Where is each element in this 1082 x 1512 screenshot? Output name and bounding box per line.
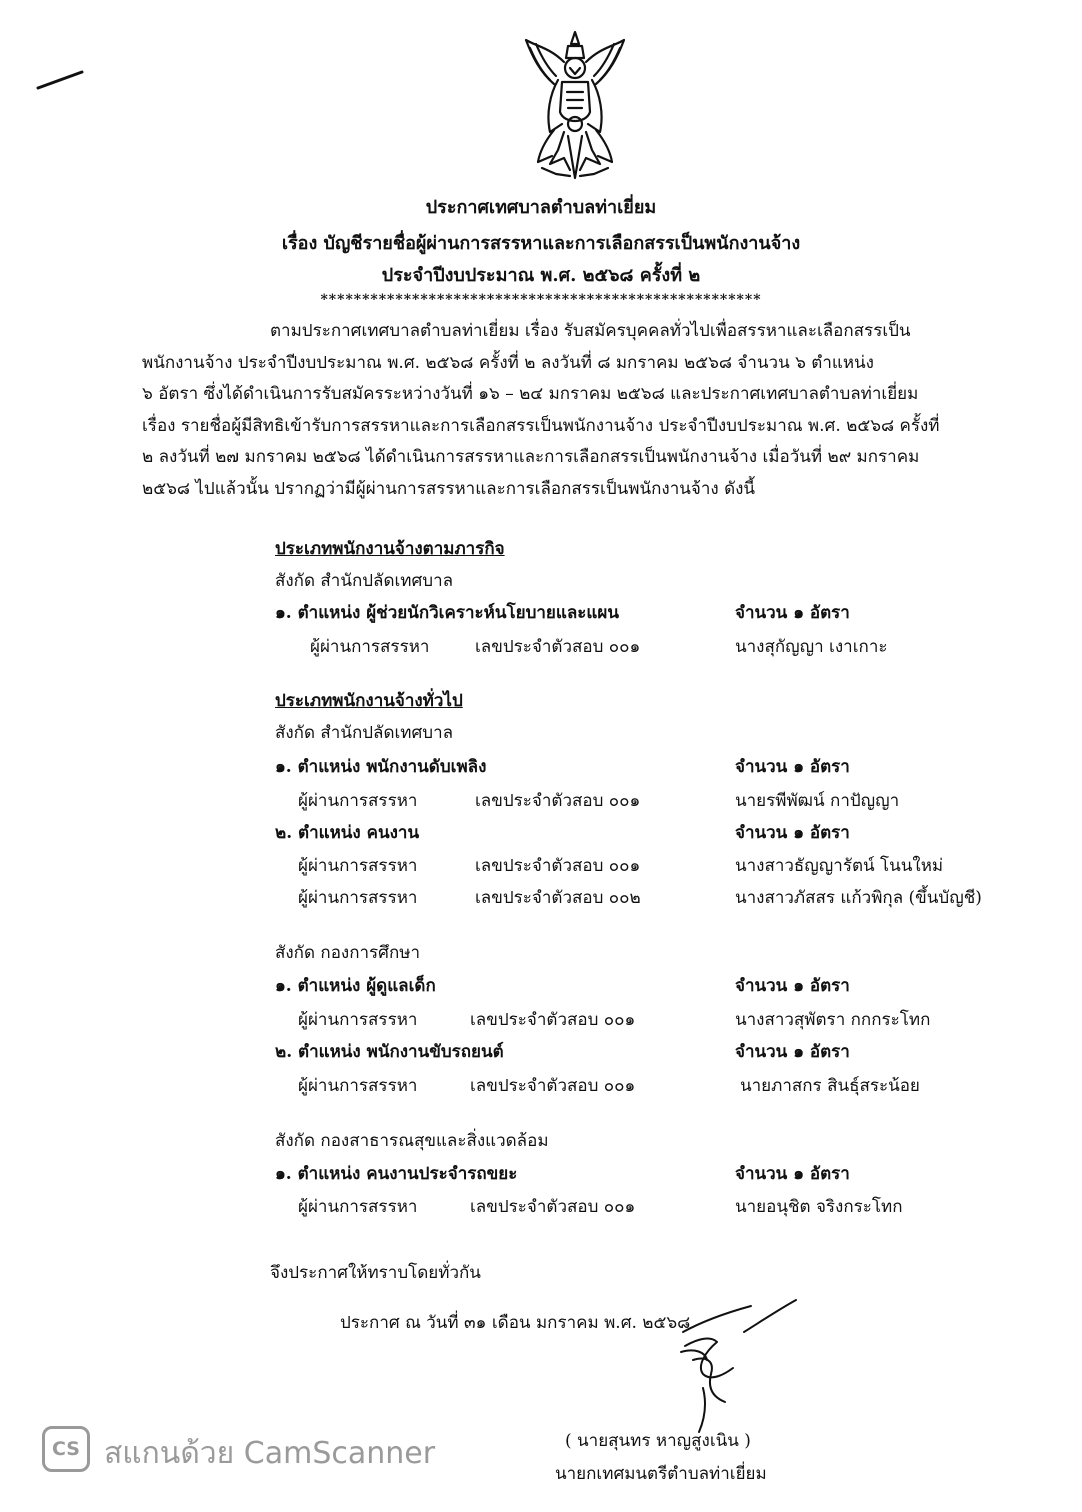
position-title: ๑. ตำแหน่ง พนักงานดับเพลิง [275, 757, 487, 777]
signature-tail-icon [740, 1296, 800, 1336]
candidate-label: ผู้ผ่านการสรรหา [298, 856, 418, 876]
candidate-label: ผู้ผ่านการสรรหา [298, 1197, 418, 1217]
body-line: ตามประกาศเทศบาลตำบลท่าเยี่ยม เรื่อง รับสมัครบุคคลทั่วไปเพื่อสรรหาและเลือกสรรเป็น [270, 321, 911, 341]
body-line: ๖ อัตรา ซึ่งได้ดำเนินการรับสมัครระหว่างวันที่ ๑๖ – ๒๔ มกราคม ๒๕๖๘ และประกาศเทศบาลตำบลท่าเยี่ยม [142, 384, 919, 404]
department-label: สังกัด กองการศึกษา [275, 943, 421, 963]
candidate-name: นายอนุชิต จริงกระโทก [735, 1197, 903, 1217]
exam-id: เลขประจำตัวสอบ ๐๐๒ [475, 888, 641, 908]
position-count: จำนวน ๑ อัตรา [735, 757, 850, 777]
candidate-label: ผู้ผ่านการสรรหา [298, 1076, 418, 1096]
camscanner-watermark: สแกนด้วย CamScanner [104, 1436, 436, 1471]
position-count: จำนวน ๑ อัตรา [735, 976, 850, 996]
signer-name: ( นายสุนทร หาญสูงเนิน ) [565, 1431, 751, 1451]
body-line: เรื่อง รายชื่อผู้มีสิทธิเข้ารับการสรรหาและการเลือกสรรเป็นพนักงานจ้าง ประจำปีงบประมาณ พ.ศ. ๒๕๖๘ ครั้งที่ [142, 415, 940, 436]
body-paragraph [142, 316, 1022, 505]
position-title: ๒. ตำแหน่ง พนักงานขับรถยนต์ [275, 1042, 504, 1062]
announcement-date: ประกาศ ณ วันที่ ๓๑ เดือน มกราคม พ.ศ. ๒๕๖๘ [340, 1313, 691, 1333]
candidate-name: นางสุกัญญา เงาเกาะ [735, 637, 888, 657]
section-title-general: ประเภทพนักงานจ้างทั่วไป [275, 691, 463, 711]
exam-id: เลขประจำตัวสอบ ๐๐๑ [475, 856, 641, 876]
candidate-name: นายภาสกร สินธุ์สระน้อย [740, 1076, 920, 1096]
position-count: จำนวน ๑ อัตรา [735, 823, 850, 843]
candidate-name: นางสาวธัญญารัตน์ โนนใหม่ [735, 856, 944, 876]
candidate-name: นางสาวภัสสร แก้วพิกุล (ขึ้นบัญชี) [735, 888, 982, 908]
position-count: จำนวน ๑ อัตรา [735, 1164, 850, 1184]
exam-id: เลขประจำตัวสอบ ๐๐๑ [470, 1197, 636, 1217]
body-line: พนักงานจ้าง ประจำปีงบประมาณ พ.ศ. ๒๕๖๘ ครั้งที่ ๒ ลงวันที่ ๘ มกราคม ๒๕๖๘ จำนวน ๖ ตำแหน่ง [142, 352, 874, 373]
announcement-heading: ประกาศเทศบาลตำบลท่าเยี่ยม [425, 197, 657, 218]
star-divider: ***************************************************** [320, 292, 762, 308]
position-count: จำนวน ๑ อัตรา [735, 1042, 850, 1062]
closing-statement: จึงประกาศให้ทราบโดยทั่วกัน [270, 1263, 481, 1283]
exam-id: เลขประจำตัวสอบ ๐๐๑ [475, 791, 641, 811]
position-title: ๑. ตำแหน่ง ผู้ดูแลเด็ก [275, 976, 436, 996]
section-title-mission: ประเภทพนักงานจ้างตามภารกิจ [275, 539, 505, 559]
exam-id: เลขประจำตัวสอบ ๐๐๑ [475, 637, 641, 657]
candidate-label: ผู้ผ่านการสรรหา [298, 791, 418, 811]
candidate-label: ผู้ผ่านการสรรหา [298, 888, 418, 908]
fiscal-year-line: ประจำปีงบประมาณ พ.ศ. ๒๕๖๘ ครั้งที่ ๒ [381, 265, 701, 286]
body-line: ๒ ลงวันที่ ๒๗ มกราคม ๒๕๖๘ ได้ดำเนินการสรรหาและการเลือกสรรเป็นพนักงานจ้าง เมื่อวันที่ ๒๙ มกราคม [142, 447, 920, 467]
signer-title: นายกเทศมนตรีตำบลท่าเยี่ยม [555, 1464, 767, 1484]
position-title: ๒. ตำแหน่ง คนงาน [275, 823, 420, 843]
department-label: สังกัด กองสาธารณสุขและสิ่งแวดล้อม [275, 1131, 549, 1151]
candidate-label: ผู้ผ่านการสรรหา [310, 637, 430, 657]
candidate-name: นางสาวสุพัตรา กกกระโทก [735, 1010, 931, 1030]
position-title: ๑. ตำแหน่ง ผู้ช่วยนักวิเคราะห์นโยบายและแผน [275, 603, 619, 623]
subject-line: เรื่อง บัญชีรายชื่อผู้ผ่านการสรรหาและการเลือกสรรเป็นพนักงานจ้าง [281, 233, 801, 254]
position-title: ๑. ตำแหน่ง คนงานประจำรถขยะ [275, 1164, 518, 1184]
pen-mark-icon [36, 64, 86, 94]
department-label: สังกัด สำนักปลัดเทศบาล [275, 571, 454, 591]
position-count: จำนวน ๑ อัตรา [735, 603, 850, 623]
garuda-emblem-icon [520, 28, 630, 186]
candidate-name: นายรพีพัฒน์ กาปัญญา [735, 791, 900, 811]
department-label: สังกัด สำนักปลัดเทศบาล [275, 723, 454, 743]
candidate-label: ผู้ผ่านการสรรหา [298, 1010, 418, 1030]
exam-id: เลขประจำตัวสอบ ๐๐๑ [470, 1076, 636, 1096]
camscanner-logo-icon: CS [42, 1426, 90, 1472]
exam-id: เลขประจำตัวสอบ ๐๐๑ [470, 1010, 636, 1030]
body-line: ๒๕๖๘ ไปแล้วนั้น ปรากฏว่ามีผู้ผ่านการสรรหาและการเลือกสรรเป็นพนักงานจ้าง ดังนี้ [142, 478, 756, 499]
